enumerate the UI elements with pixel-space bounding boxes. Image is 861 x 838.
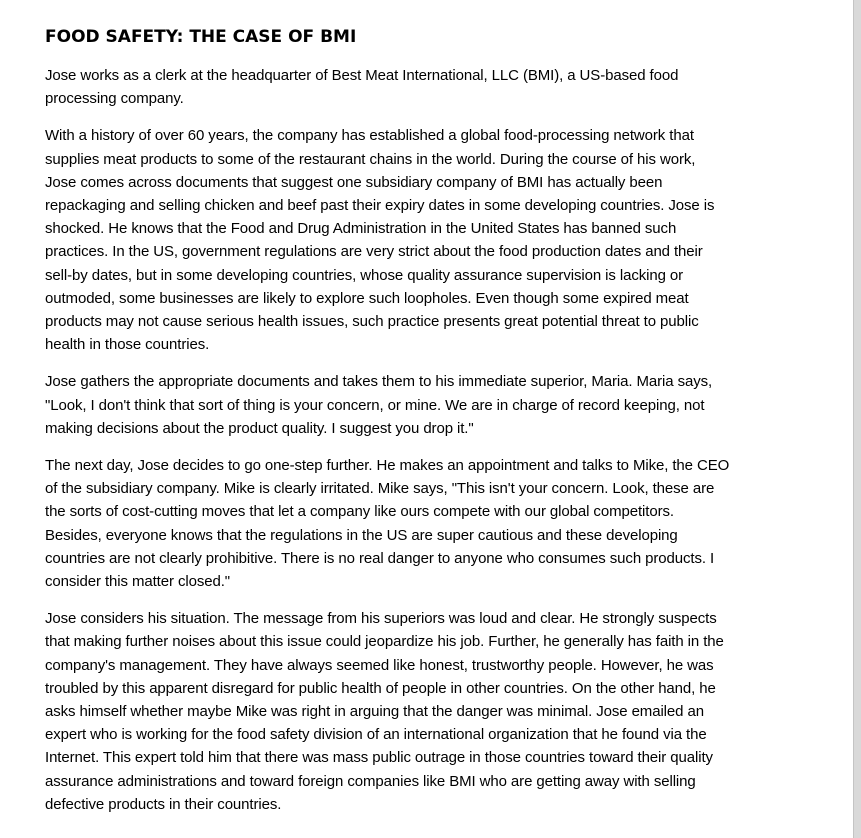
paragraph-line: processing company.: [45, 90, 184, 108]
document-body: [45, 24, 765, 830]
paragraph-mike: [45, 454, 765, 593]
paragraph-line: Jose gathers the appropriate documents and takes them to his immediate superior, Maria. Maria says,: [45, 373, 713, 391]
page-edge: [853, 0, 861, 838]
paragraph-line: health in those countries.: [45, 336, 210, 354]
paragraph-line: countries are not clearly prohibitive. There is no real danger to anyone who consumes such products. I: [45, 549, 715, 567]
paragraph-intro: [45, 64, 765, 110]
paragraph-line: With a history of over 60 years, the company has established a global food-processing network that: [45, 127, 694, 145]
paragraph-line: outmoded, some businesses are likely to explore such loopholes. Even though some expired meat: [45, 289, 689, 307]
paragraph-maria: [45, 370, 765, 440]
paragraph-company-history: [45, 124, 765, 356]
paragraph-line: consider this matter closed.": [45, 573, 231, 591]
document-title: FOOD SAFETY: THE CASE OF BMI: [45, 27, 357, 47]
paragraph-line: supplies meat products to some of the restaurant chains in the world. During the course of his work,: [45, 150, 696, 168]
paragraph-jose-considers: [45, 607, 765, 816]
paragraph-line: Internet. This expert told him that there was mass public outrage in those countries toward their quality: [45, 749, 713, 767]
paragraph-line: expert who is working for the food safety division of an international organization that he found via the: [45, 726, 707, 744]
paragraph-line: defective products in their countries.: [45, 795, 282, 813]
paragraph-line: the sorts of cost-cutting moves that let a company like ours compete with our global competitors.: [45, 503, 674, 521]
paragraph-line: assurance administrations and toward foreign companies like BMI who are getting away with selling: [45, 772, 696, 790]
paragraph-line: repackaging and selling chicken and beef past their expiry dates in some developing countries. Jose is: [45, 197, 715, 215]
paragraph-line: making decisions about the product quality. I suggest you drop it.": [45, 419, 474, 437]
paragraph-line: products may not cause serious health issues, such practice presents great potential threat to public: [45, 313, 699, 331]
paragraph-line: shocked. He knows that the Food and Drug Administration in the United States has banned such: [45, 220, 677, 238]
paragraph-line: that making further noises about this issue could jeopardize his job. Further, he generally has faith in the: [45, 633, 724, 651]
paragraph-line: "Look, I don't think that sort of thing is your concern, or mine. We are in charge of record keeping, not: [45, 396, 705, 414]
paragraph-line: troubled by this apparent disregard for public health of people in other countries. On the other hand, he: [45, 679, 716, 697]
paragraph-line: practices. In the US, government regulations are very strict about the food production dates and their: [45, 243, 703, 261]
paragraph-line: The next day, Jose decides to go one-step further. He makes an appointment and talks to Mike, the CEO: [45, 457, 730, 475]
paragraph-line: of the subsidiary company. Mike is clearly irritated. Mike says, "This isn't your concern. Look, these are: [45, 480, 715, 498]
paragraph-line: asks himself whether maybe Mike was right in arguing that the danger was minimal. Jose emailed an: [45, 703, 704, 721]
paragraph-line: company's management. They have always seemed like honest, trustworthy people. However, he was: [45, 656, 714, 674]
paragraph-line: sell-by dates, but in some developing countries, whose quality assurance supervision is lacking or: [45, 266, 684, 284]
paragraph-line: Jose works as a clerk at the headquarter of Best Meat International, LLC (BMI), a US-based food: [45, 67, 679, 84]
paragraph-line: Besides, everyone knows that the regulations in the US are super cautious and these developing: [45, 526, 678, 544]
paragraph-line: Jose considers his situation. The message from his superiors was loud and clear. He strongly suspects: [45, 610, 717, 628]
paragraph-line: Jose comes across documents that suggest one subsidiary company of BMI has actually been: [45, 173, 663, 191]
